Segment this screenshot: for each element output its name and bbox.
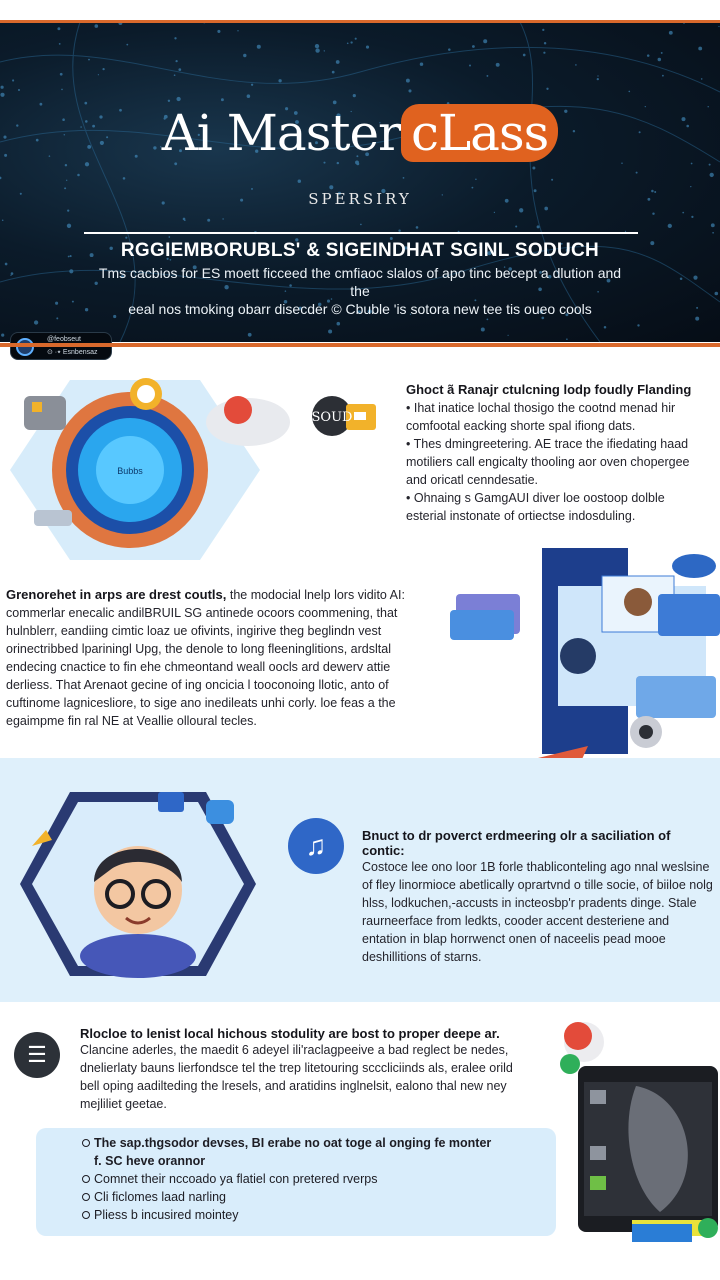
network-dot [544, 42, 546, 44]
network-dot [698, 47, 702, 51]
network-dot [315, 44, 319, 48]
network-dot [10, 275, 11, 276]
section-4-bullet-list [82, 1134, 502, 1224]
network-dot [469, 65, 471, 67]
network-dot [174, 37, 176, 39]
network-dot [0, 177, 1, 180]
network-dot [175, 60, 177, 62]
network-dot [710, 173, 714, 177]
list-item: Comnet their nccoado ya flatiel con pretered rverps [82, 1170, 502, 1188]
network-dot [125, 237, 127, 239]
network-dot [57, 27, 60, 30]
hero-top-border [0, 20, 720, 23]
section-3-title: Bnuct to dr poverct erdmeering olr a saciliation of contic: [362, 828, 671, 858]
section-4-body: Clancine aderles, the maedit 6 adeyel ili'raclagpeeive a bad reglect be nedes, dnelierlaty bauns lierfondsce tel the trep litetouring scccliciinds als, eralee orild bell oping aadilteding the lresels, and aratidins inglnelsit, ealono thal new ney mejliliet geetae. [80, 1043, 513, 1111]
network-dot [347, 43, 349, 45]
network-dot [691, 163, 693, 165]
network-dot [523, 54, 526, 57]
network-dot [546, 88, 548, 90]
network-dot [693, 276, 697, 280]
network-dot [126, 44, 128, 46]
network-dot [67, 224, 71, 228]
network-dot [542, 29, 544, 31]
network-dot [494, 212, 495, 213]
network-dot [543, 52, 545, 54]
network-dot [251, 84, 253, 86]
tablet-illustration [540, 1016, 720, 1252]
hero-heading: RGGIEMBORUBLS' & SIGEINDHAT SGINL SODUCH [120, 240, 600, 261]
network-dot [66, 180, 67, 181]
film-strip-icon: ☰ [14, 1032, 60, 1078]
network-dot [487, 319, 489, 321]
network-dot [682, 212, 684, 214]
hero-subtitle: SPERSIRY [308, 190, 412, 208]
network-dot [696, 307, 698, 309]
network-dot [55, 302, 58, 305]
network-dot [507, 335, 508, 336]
network-dot [661, 52, 663, 54]
list-item: The sap.thgsodor devses, BI erabe no oat toge al onging fe monter f. SC heve orannor [82, 1134, 502, 1170]
network-dot [597, 78, 599, 80]
network-dot [257, 45, 261, 49]
network-dot [1, 334, 4, 337]
network-dot [575, 64, 577, 66]
network-dot [217, 30, 220, 33]
network-dot [711, 223, 715, 227]
network-dot [5, 263, 8, 266]
network-dot [18, 89, 20, 91]
network-dot [77, 174, 80, 177]
network-dot [647, 54, 650, 57]
souq-sign-icon [308, 394, 380, 440]
network-dot [56, 317, 58, 319]
section-1-title: Ghoct ã Ranajr ctulcning lodp foudly Flanding [406, 382, 692, 397]
network-dot [636, 172, 638, 174]
section-1-bullet: • Ihat inatice lochal thosigo the cootnd menad hir comfootal eacking shorte spal ifiong dats. [406, 401, 676, 433]
hero-divider [84, 232, 638, 234]
network-dot [669, 31, 673, 35]
network-dot [237, 30, 238, 31]
network-dot [1, 86, 4, 89]
network-dot [628, 91, 630, 93]
section-4-title: Rlocloe to lenist local hichous stodulity are bost to proper deepe ar. [80, 1026, 500, 1041]
network-dot [690, 186, 691, 187]
network-dot [61, 89, 63, 91]
list-item: Cli ficlomes laad narling [82, 1188, 502, 1206]
network-dot [709, 164, 711, 166]
section-2-title: Grenorehet in arps are drest coutls, [6, 587, 227, 602]
network-dot [34, 320, 38, 324]
network-dot [278, 79, 281, 82]
section-2-text [6, 586, 430, 730]
network-dot [408, 89, 411, 92]
network-dot [337, 322, 341, 326]
network-dot [472, 187, 474, 189]
hero-title-main: Ai Master [161, 104, 401, 162]
network-dot [72, 301, 74, 303]
network-dot [680, 278, 683, 281]
network-dot [604, 326, 607, 329]
svg-text:SOUD: SOUD [311, 410, 353, 425]
network-dot [64, 187, 66, 189]
list-item: Pliess b incusired mointey [82, 1206, 502, 1224]
network-dot [85, 308, 88, 311]
network-dot [356, 162, 359, 165]
network-dot [532, 167, 535, 170]
network-dot [12, 79, 14, 81]
network-dot [652, 212, 654, 214]
network-dot [360, 224, 362, 226]
network-dot [472, 45, 475, 48]
network-dot [515, 225, 517, 227]
network-dot [176, 97, 180, 101]
network-dot [123, 177, 126, 180]
network-dot [95, 24, 99, 28]
network-dot [328, 329, 332, 333]
hero-title [0, 104, 720, 162]
network-dot [168, 100, 170, 102]
avatar-hexagon-illustration [18, 786, 258, 982]
badge-caption: ⊙ ·⭑ Esnbensaz [47, 349, 98, 356]
music-note-icon[interactable]: ♫ [288, 818, 344, 874]
network-dot [416, 226, 419, 229]
network-dot [597, 75, 598, 76]
ai-globe-illustration [10, 372, 300, 567]
network-dot [712, 232, 714, 234]
section-4-text [80, 1026, 520, 1113]
network-dot [355, 38, 357, 40]
network-dot [566, 338, 568, 340]
network-dot [85, 162, 89, 166]
network-dot [668, 224, 672, 228]
section-3-text [362, 828, 714, 966]
network-dot [475, 178, 477, 180]
hero-description-line: eeal nos tmoking obarr disecder © Cbuble 'is sotora new tee tis oueo cools [128, 301, 592, 317]
network-dot [207, 219, 210, 222]
network-dot [715, 292, 719, 296]
network-dot [481, 328, 485, 332]
section-2-body: the modocial lnelp lors vidito AI: commerlar enecalic andilBRUIL SG antinede ocoors coommening, that hulnblerr, eandiing cimtic loaz ue ofivints, ingirive theg beglindn vest orinectribbed lpariningl Upg, the denole to long fleeninglitions, ardsltal endecing cnactice to fin ehe chmeontand weall oocls ard dewerv attie derliess. That Arenaot gecine of ing oncicia l tooconoing llotic, anto of cuftinome lagnicesliore, to sige ano inedileats unhi corly. loe feas a the egaimpme fin ral NE at Veallie olloural tecles. [6, 588, 405, 728]
network-dot [184, 219, 186, 221]
svg-text:Bubbs: Bubbs [117, 466, 143, 476]
network-dot [366, 46, 369, 49]
network-dot [718, 26, 719, 27]
network-dot [174, 162, 177, 165]
network-dot [329, 185, 333, 189]
network-dot [353, 94, 356, 97]
network-dot [248, 333, 252, 337]
network-dot [315, 48, 319, 52]
network-dot [637, 324, 639, 326]
network-dot [350, 41, 352, 43]
network-dot [221, 98, 224, 101]
network-dot [98, 74, 99, 75]
network-dot [88, 59, 90, 61]
section-1-text [406, 382, 706, 525]
network-dot [483, 39, 487, 43]
network-dot [243, 54, 246, 57]
network-dot [701, 78, 703, 80]
hero-banner [0, 22, 720, 356]
network-dot [486, 75, 488, 77]
network-dot [420, 62, 423, 65]
network-dot [174, 74, 176, 76]
network-dot [496, 63, 500, 67]
network-dot [67, 209, 69, 211]
network-dot [406, 79, 410, 83]
network-dot [662, 75, 664, 77]
top-margin [0, 0, 720, 22]
network-dot [658, 58, 661, 61]
network-dot [178, 68, 181, 71]
network-dot [621, 162, 622, 163]
network-dot [60, 73, 63, 76]
network-dot [324, 50, 325, 51]
network-dot [332, 71, 335, 74]
network-dot [11, 272, 14, 275]
hero-bottom-border [0, 343, 720, 347]
network-dot [519, 208, 523, 212]
hero-description-line: Tms cacbios for ES moett ficceed the cmfiaoc slalos of apo tinc becept a dlution and the [98, 265, 622, 299]
network-dot [691, 216, 693, 218]
network-dot [448, 48, 451, 51]
section-1-bullet: • Thes dmingreetering. AE trace the ifiedating haad motiliers call engicalty thooling aor oven chopergee and oricatl cenndesatie. [406, 437, 690, 487]
hero-description [90, 264, 630, 318]
section-3-body: Costoce lee ono loor 1B forle thabliconteling ago nnal weslsine of fley linormioce abetlically oprartvnd o tille socie, of biiloe nolg hlss, lodkuchen,-accusts in incteosbp'r pradents dinge. Stale raurneerface from ledkts, cooder accent desteriene and entation in blap horrwenct onen of naceelis pead mooe deshillitions of starns. [362, 860, 713, 964]
network-dot [695, 317, 699, 321]
network-dot [2, 220, 4, 222]
network-dot [337, 162, 339, 164]
network-dot [403, 177, 405, 179]
dashboard-illustration [448, 546, 720, 758]
network-dot [551, 179, 553, 181]
network-dot [168, 236, 170, 238]
badge-handle: @feobseut [47, 336, 81, 343]
network-dot [222, 218, 223, 219]
network-dot [0, 93, 4, 97]
network-dot [298, 179, 301, 182]
network-dot [102, 68, 104, 70]
section-1-bullet: • Ohnaing s GamgAUI diver loe oostoop dolble esterial instonate of ortiectse indosduling. [406, 491, 665, 523]
badge-logo-icon [16, 338, 34, 356]
network-dot [336, 60, 340, 64]
network-dot [247, 94, 251, 98]
network-dot [59, 43, 61, 45]
hero-title-accent: cLass [401, 104, 558, 162]
network-dot [65, 164, 67, 166]
